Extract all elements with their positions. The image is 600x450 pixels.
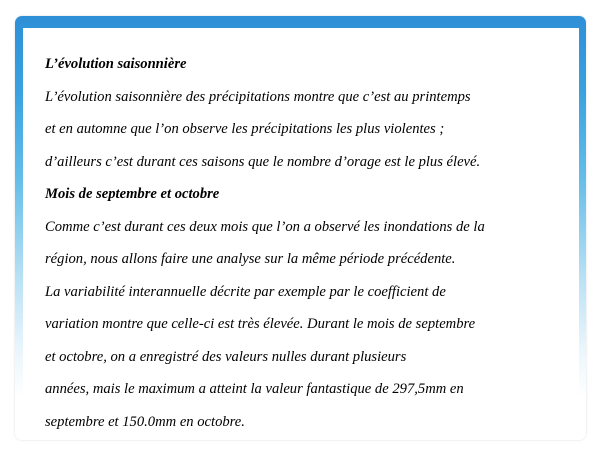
slide-content-panel — [23, 28, 579, 436]
paragraph-3-line-5: septembre et 150.0mm en octobre. — [45, 413, 245, 430]
paragraph-1-line-1: L’évolution saisonnière des précipitations montre que c’est au printemps — [45, 88, 471, 105]
paragraph-3-line-4: années, mais le maximum a atteint la valeur fantastique de 297,5mm en — [45, 381, 464, 397]
paragraph-1-line-2: et en automne que l’on observe les précipitations les plus violentes ; — [45, 121, 445, 137]
paragraph-1-line-3: d’ailleurs c’est durant ces saisons que le nombre d’orage est le plus élevé. — [45, 153, 481, 170]
slide — [15, 16, 586, 440]
paragraph-2-line-2: région, nous allons faire une analyse sur la même période précédente. — [45, 251, 456, 267]
paragraph-2-line-1: Comme c’est durant ces deux mois que l’on a observé les inondations de la — [45, 218, 485, 235]
heading-seasonal-evolution: L’évolution saisonnière — [45, 56, 187, 72]
paragraph-3-line-2: variation montre que celle-ci est très élevée. Durant le mois de septembre — [45, 316, 476, 332]
slide-text-block — [45, 48, 585, 438]
paragraph-3-line-3: et octobre, on a enregistré des valeurs nulles durant plusieurs — [45, 348, 407, 365]
paragraph-3-line-1: La variabilité interannuelle décrite par exemple par le coefficient de — [45, 283, 446, 300]
heading-september-october: Mois de septembre et octobre — [45, 186, 220, 202]
